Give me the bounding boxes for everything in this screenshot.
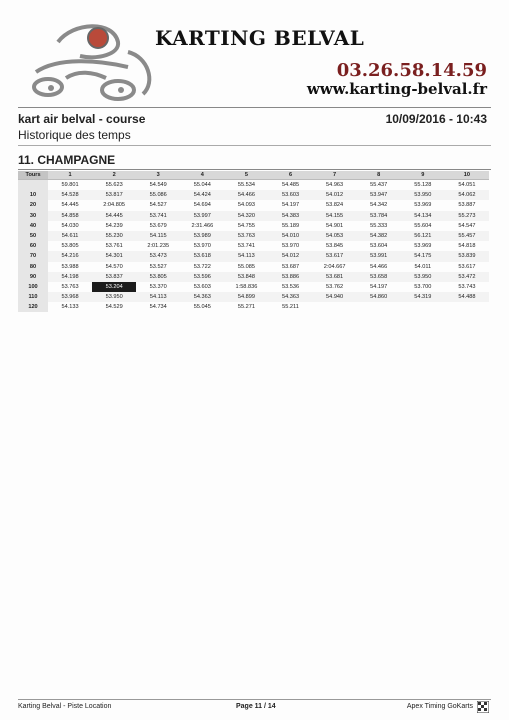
lap-time-cell: 53.805 — [136, 272, 180, 282]
lap-time-cell: 54.755 — [237, 222, 255, 229]
lap-time-cell: 55.086 — [136, 190, 180, 200]
phone-number: 03.26.58.14.59 — [336, 60, 487, 81]
best-lap-cell: 53.204 — [92, 282, 136, 292]
lap-time-cell: 53.886 — [268, 272, 312, 282]
lap-time-cell: 53.527 — [149, 263, 167, 270]
lap-time-cell: 54.115 — [136, 231, 180, 241]
lap-time-cell: 54.818 — [458, 243, 476, 250]
lap-time-cell: 53.472 — [445, 272, 489, 282]
lap-time-cell: 53.989 — [180, 231, 224, 241]
lap-time-cell: 55.457 — [445, 231, 489, 241]
lap-time-cell: 54.113 — [136, 292, 180, 302]
row-label: 10 — [18, 190, 48, 200]
lap-time-cell: 53.950 — [401, 190, 445, 200]
lap-time-cell: 54.301 — [92, 251, 136, 261]
lap-time-cell: 54.030 — [61, 222, 79, 229]
row-label: 120 — [18, 302, 48, 312]
lap-time-cell: 54.363 — [180, 292, 224, 302]
lap-time-cell: 53.743 — [458, 283, 476, 290]
website-url: www.karting-belval.fr — [306, 80, 487, 98]
footer-software: Apex Timing GoKarts — [406, 703, 473, 710]
column-header-lap: 3 — [136, 171, 180, 180]
row-label: 20 — [18, 200, 48, 210]
lap-time-cell: 54.113 — [224, 251, 268, 261]
column-header-lap: 4 — [180, 171, 224, 180]
lap-time-cell: 59.801 — [61, 182, 79, 189]
lap-time-cell: 53.784 — [357, 211, 401, 221]
lap-time-cell: 54.899 — [224, 292, 268, 302]
lap-time-cell: 53.596 — [180, 272, 224, 282]
table-row — [18, 292, 489, 302]
table-header-row — [18, 171, 489, 180]
lap-time-cell: 53.970 — [193, 243, 211, 250]
lap-time-cell: 53.845 — [326, 243, 344, 250]
lap-times-table — [18, 171, 489, 312]
lap-time-cell: 53.658 — [357, 272, 401, 282]
lap-time-cell: 55.189 — [281, 222, 300, 229]
lap-time-cell — [445, 302, 489, 312]
lap-time-cell: 54.963 — [326, 182, 344, 189]
lap-time-cell: 53.603 — [268, 190, 312, 200]
lap-time-cell — [357, 302, 401, 312]
lap-time-cell: 53.824 — [326, 202, 344, 209]
lap-time-cell: 54.053 — [313, 231, 357, 241]
table-row — [18, 190, 489, 200]
lap-time-cell: 53.700 — [414, 283, 432, 290]
lap-time-cell: 55.271 — [237, 304, 255, 311]
lap-time-cell: 53.617 — [313, 251, 357, 261]
lap-time-cell: 54.940 — [313, 292, 357, 302]
lap-time-cell: 53.947 — [357, 190, 401, 200]
lap-time-cell: 53.761 — [105, 243, 123, 250]
lap-time-cell: 54.445 — [92, 211, 136, 221]
session-datetime: 10/09/2016 - 10:43 — [385, 112, 487, 126]
lap-time-cell: 55.044 — [193, 182, 211, 189]
lap-time-cell: 54.155 — [313, 211, 357, 221]
lap-time-cell — [401, 302, 445, 312]
lap-time-cell — [313, 302, 357, 312]
lap-time-cell: 54.134 — [401, 211, 445, 221]
lap-time-cell: 54.133 — [61, 304, 79, 311]
table-row — [18, 302, 489, 312]
lap-time-cell: 54.197 — [281, 202, 300, 209]
lap-time-cell: 53.604 — [370, 243, 388, 250]
lap-time-cell: 55.333 — [370, 222, 388, 229]
row-label: 50 — [18, 231, 48, 241]
table-row — [18, 211, 489, 221]
driver-divider — [18, 169, 491, 170]
row-label: 90 — [18, 272, 48, 282]
lap-time-cell: 53.741 — [237, 243, 255, 250]
lap-time-cell: 54.529 — [105, 304, 123, 311]
lap-time-cell: 55.230 — [92, 231, 136, 241]
lap-time-cell: 53.950 — [401, 272, 445, 282]
lap-time-cell: 53.473 — [136, 251, 180, 261]
lap-time-cell: 54.175 — [401, 251, 445, 261]
row-label: 40 — [18, 221, 48, 231]
lap-time-cell: 54.570 — [105, 263, 123, 270]
lap-time-cell: 54.320 — [224, 211, 268, 221]
table-row — [18, 262, 489, 272]
lap-time-cell: 53.618 — [180, 251, 224, 261]
lap-time-cell: 2:04.805 — [103, 202, 126, 209]
lap-time-cell: 55.273 — [445, 211, 489, 221]
table-row — [18, 200, 489, 210]
lap-time-cell: 53.763 — [224, 231, 268, 241]
subtitle-divider — [18, 145, 491, 146]
column-header-tours: Tours — [18, 171, 48, 180]
column-header-lap: 2 — [92, 171, 136, 180]
lap-time-cell: 54.363 — [268, 292, 312, 302]
lap-time-cell: 54.547 — [458, 222, 476, 229]
column-header-lap: 7 — [313, 171, 357, 180]
lap-time-cell: 53.997 — [180, 211, 224, 221]
lap-time-cell: 54.319 — [401, 292, 445, 302]
lap-time-cell: 55.045 — [193, 304, 211, 311]
lap-time-cell: 53.848 — [224, 272, 268, 282]
table-row — [18, 272, 489, 282]
lap-time-cell: 54.445 — [61, 202, 79, 209]
lap-time-cell: 1:58.836 — [235, 283, 258, 290]
lap-time-cell: 54.012 — [268, 251, 312, 261]
lap-time-cell: 54.694 — [193, 202, 211, 209]
lap-time-cell: 53.817 — [92, 190, 136, 200]
lap-time-cell: 54.485 — [281, 182, 300, 189]
lap-time-cell: 53.968 — [48, 292, 92, 302]
row-label: 80 — [18, 262, 48, 272]
lap-time-cell: 53.887 — [458, 202, 476, 209]
lap-time-cell: 53.839 — [445, 251, 489, 261]
lap-time-cell: 54.611 — [48, 231, 92, 241]
footer-venue: Karting Belval - Piste Location — [18, 703, 112, 710]
lap-time-cell: 53.762 — [326, 283, 344, 290]
checkered-flag-icon — [477, 700, 489, 712]
lap-time-cell: 54.466 — [370, 263, 388, 270]
lap-time-cell: 54.198 — [48, 272, 92, 282]
lap-time-cell: 53.969 — [414, 243, 432, 250]
lap-time-cell: 2:31.466 — [191, 222, 214, 229]
header-divider — [18, 107, 491, 108]
lap-time-cell: 54.010 — [268, 231, 312, 241]
lap-time-cell: 2:01.235 — [147, 243, 170, 250]
lap-time-cell: 53.741 — [136, 211, 180, 221]
lap-time-cell: 53.687 — [281, 263, 300, 270]
lap-time-cell: 54.383 — [268, 211, 312, 221]
lap-time-cell: 55.623 — [105, 182, 123, 189]
column-header-lap: 9 — [401, 171, 445, 180]
row-label: 70 — [18, 251, 48, 261]
lap-time-cell: 53.681 — [313, 272, 357, 282]
lap-time-cell: 53.970 — [281, 243, 300, 250]
report-subtitle: Historique des temps — [18, 128, 131, 142]
lap-time-cell: 54.527 — [149, 202, 167, 209]
lap-time-cell: 55.085 — [237, 263, 255, 270]
row-label: 60 — [18, 241, 48, 251]
lap-time-cell: 54.466 — [224, 190, 268, 200]
lap-time-cell: 53.969 — [414, 202, 432, 209]
lap-time-cell: 54.062 — [445, 190, 489, 200]
lap-time-cell: 53.991 — [357, 251, 401, 261]
lap-time-cell: 54.424 — [180, 190, 224, 200]
lap-time-cell: 54.239 — [105, 222, 123, 229]
track-title: kart air belval - course — [18, 112, 146, 126]
lap-time-cell: 53.722 — [193, 263, 211, 270]
lap-time-cell: 53.950 — [92, 292, 136, 302]
lap-time-cell: 53.837 — [92, 272, 136, 282]
footer-divider — [18, 699, 491, 700]
column-header-lap: 6 — [268, 171, 312, 180]
lap-time-cell: 55.437 — [370, 182, 388, 189]
lap-time-cell: 54.528 — [48, 190, 92, 200]
lap-time-cell: 54.901 — [326, 222, 344, 229]
lap-time-cell: 54.858 — [48, 211, 92, 221]
lap-time-cell: 53.370 — [149, 283, 167, 290]
lap-time-cell: 56.121 — [401, 231, 445, 241]
lap-time-cell: 54.012 — [313, 190, 357, 200]
lap-time-cell: 53.617 — [458, 263, 476, 270]
lap-time-cell: 54.342 — [370, 202, 388, 209]
page-number: Page 11 / 14 — [236, 703, 276, 710]
table-row — [18, 282, 489, 292]
brand-name: KARTING BELVAL — [155, 26, 365, 50]
row-label: 100 — [18, 282, 48, 292]
row-label — [18, 180, 48, 191]
column-header-lap: 8 — [357, 171, 401, 180]
lap-time-cell: 54.011 — [414, 263, 432, 270]
lap-time-cell: 54.860 — [357, 292, 401, 302]
lap-time-cell: 53.763 — [61, 283, 79, 290]
karting-logo — [18, 12, 163, 107]
table-row — [18, 251, 489, 261]
lap-time-cell: 53.805 — [61, 243, 79, 250]
column-header-lap: 10 — [445, 171, 489, 180]
table-row — [18, 231, 489, 241]
lap-time-cell: 55.211 — [282, 304, 299, 311]
table-row — [18, 221, 489, 231]
lap-time-cell: 54.382 — [357, 231, 401, 241]
lap-time-cell: 54.051 — [458, 182, 476, 189]
lap-time-cell: 54.488 — [445, 292, 489, 302]
lap-time-cell: 2:04.667 — [323, 263, 346, 270]
driver-title: 11. CHAMPAGNE — [18, 153, 116, 167]
lap-time-cell: 53.988 — [61, 263, 79, 270]
lap-time-cell: 55.534 — [237, 182, 255, 189]
lap-time-cell: 55.128 — [414, 182, 432, 189]
row-label: 30 — [18, 211, 48, 221]
column-header-lap: 1 — [48, 171, 92, 180]
lap-time-cell: 55.604 — [414, 222, 432, 229]
lap-time-cell: 53.603 — [193, 283, 211, 290]
lap-time-cell: 54.197 — [370, 283, 388, 290]
lap-time-cell: 54.734 — [149, 304, 167, 311]
lap-time-cell: 54.216 — [48, 251, 92, 261]
table-row — [18, 241, 489, 251]
row-label: 110 — [18, 292, 48, 302]
lap-time-cell: 53.536 — [281, 283, 300, 290]
lap-time-cell: 53.679 — [149, 222, 167, 229]
table-row — [18, 180, 489, 191]
column-header-lap: 5 — [224, 171, 268, 180]
lap-time-cell: 54.093 — [237, 202, 255, 209]
lap-time-cell: 54.549 — [149, 182, 167, 189]
